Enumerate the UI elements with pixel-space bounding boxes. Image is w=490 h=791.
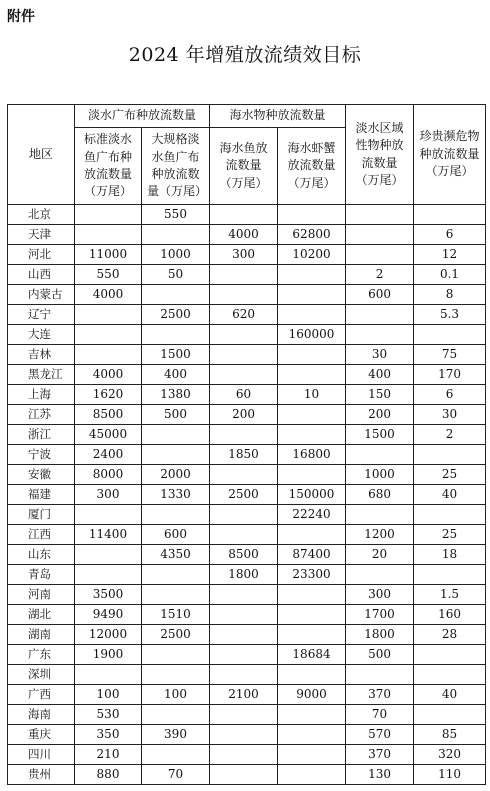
table-row [8,225,486,245]
cell-fresh-standard [75,665,142,685]
cell-region: 山东 [8,545,75,565]
cell-regional-fresh [346,205,414,225]
cell-fresh-large [142,585,210,605]
cell-regional-fresh: 20 [346,545,414,565]
cell-regional-fresh [346,445,414,465]
cell-region: 重庆 [8,725,75,745]
cell-regional-fresh [346,665,414,685]
cell-fresh-standard: 100 [75,685,142,705]
cell-marine-shrimp [278,725,346,745]
header-marine-shrimp: 海水虾蟹放流数量（万尾） [278,128,346,205]
cell-fresh-large: 1330 [142,485,210,505]
table-row [8,765,486,785]
cell-fresh-large [142,425,210,445]
table-row [8,205,486,225]
cell-region: 辽宁 [8,305,75,325]
cell-marine-fish [210,325,278,345]
cell-region: 大连 [8,325,75,345]
cell-fresh-standard [75,565,142,585]
cell-marine-shrimp [278,605,346,625]
cell-marine-fish [210,625,278,645]
cell-fresh-large [142,745,210,765]
cell-region: 上海 [8,385,75,405]
cell-fresh-standard: 8000 [75,465,142,485]
cell-region: 贵州 [8,765,75,785]
cell-fresh-large [142,325,210,345]
cell-marine-shrimp [278,585,346,605]
table-row [8,705,486,725]
cell-marine-shrimp: 87400 [278,545,346,565]
table-row [8,565,486,585]
cell-fresh-large [142,445,210,465]
cell-marine-fish: 4000 [210,225,278,245]
cell-regional-fresh: 500 [346,645,414,665]
cell-region: 湖北 [8,605,75,625]
cell-regional-fresh: 300 [346,585,414,605]
cell-region: 青岛 [8,565,75,585]
cell-marine-fish: 8500 [210,545,278,565]
cell-fresh-standard: 4000 [75,365,142,385]
cell-fresh-standard: 300 [75,485,142,505]
cell-fresh-large: 1510 [142,605,210,625]
cell-marine-shrimp [278,665,346,685]
cell-endangered: 1.5 [414,585,486,605]
cell-fresh-large [142,285,210,305]
cell-marine-fish: 2100 [210,685,278,705]
cell-fresh-large: 400 [142,365,210,385]
cell-marine-shrimp: 160000 [278,325,346,345]
cell-region: 黑龙江 [8,365,75,385]
cell-endangered: 18 [414,545,486,565]
cell-marine-shrimp: 23300 [278,565,346,585]
cell-fresh-standard: 11400 [75,525,142,545]
cell-region: 浙江 [8,425,75,445]
cell-fresh-standard: 880 [75,765,142,785]
cell-endangered: 25 [414,525,486,545]
cell-marine-fish [210,745,278,765]
cell-fresh-standard: 1900 [75,645,142,665]
cell-fresh-large: 50 [142,265,210,285]
cell-regional-fresh [346,505,414,525]
cell-region: 福建 [8,485,75,505]
cell-regional-fresh [346,325,414,345]
cell-endangered: 75 [414,345,486,365]
release-targets-table [7,104,486,785]
cell-endangered: 85 [414,725,486,745]
cell-endangered: 40 [414,485,486,505]
cell-regional-fresh [346,305,414,325]
cell-region: 山西 [8,265,75,285]
cell-endangered: 25 [414,465,486,485]
cell-fresh-large [142,705,210,725]
cell-fresh-large: 550 [142,205,210,225]
cell-regional-fresh [346,565,414,585]
cell-region: 北京 [8,205,75,225]
table-row [8,685,486,705]
cell-regional-fresh: 370 [346,685,414,705]
cell-endangered: 6 [414,225,486,245]
cell-fresh-standard: 1620 [75,385,142,405]
cell-fresh-large: 1500 [142,345,210,365]
table-row [8,365,486,385]
cell-regional-fresh: 600 [346,285,414,305]
cell-regional-fresh: 70 [346,705,414,725]
table-row [8,645,486,665]
cell-region: 安徽 [8,465,75,485]
cell-marine-shrimp [278,405,346,425]
cell-regional-fresh: 370 [346,745,414,765]
cell-regional-fresh: 570 [346,725,414,745]
cell-marine-shrimp: 9000 [278,685,346,705]
table-row [8,405,486,425]
table-row [8,665,486,685]
cell-fresh-standard: 530 [75,705,142,725]
cell-region: 天津 [8,225,75,245]
cell-marine-shrimp [278,765,346,785]
cell-endangered: 110 [414,765,486,785]
cell-regional-fresh: 1500 [346,425,414,445]
cell-marine-fish [210,505,278,525]
table-row [8,525,486,545]
cell-fresh-large: 500 [142,405,210,425]
cell-marine-fish: 2500 [210,485,278,505]
header-fresh-standard: 标准淡水鱼广布种放流数量（万尾） [75,128,142,205]
cell-marine-fish [210,265,278,285]
cell-fresh-standard: 2400 [75,445,142,465]
cell-fresh-large: 2000 [142,465,210,485]
cell-marine-fish: 1800 [210,565,278,585]
cell-endangered: 8 [414,285,486,305]
cell-regional-fresh: 200 [346,405,414,425]
cell-marine-fish [210,765,278,785]
cell-fresh-large: 2500 [142,305,210,325]
header-fresh-group: 淡水广布种放流数量 [75,105,210,128]
cell-fresh-large [142,645,210,665]
table-row [8,265,486,285]
cell-region: 河北 [8,245,75,265]
cell-marine-shrimp [278,265,346,285]
table-row [8,425,486,445]
cell-marine-fish [210,285,278,305]
cell-fresh-standard [75,305,142,325]
cell-fresh-standard: 350 [75,725,142,745]
cell-fresh-standard: 12000 [75,625,142,645]
cell-regional-fresh: 2 [346,265,414,285]
table-row [8,345,486,365]
cell-marine-shrimp: 16800 [278,445,346,465]
cell-fresh-standard [75,205,142,225]
cell-regional-fresh: 1800 [346,625,414,645]
cell-region: 厦门 [8,505,75,525]
cell-region: 四川 [8,745,75,765]
table-row [8,545,486,565]
cell-marine-shrimp [278,305,346,325]
cell-marine-fish [210,705,278,725]
cell-regional-fresh: 680 [346,485,414,505]
cell-fresh-large: 600 [142,525,210,545]
cell-endangered: 6 [414,385,486,405]
cell-marine-shrimp [278,525,346,545]
cell-marine-fish [210,345,278,365]
table-row [8,325,486,345]
cell-regional-fresh: 1000 [346,465,414,485]
header-marine-group: 海水物种放流数量 [210,105,346,128]
cell-fresh-standard: 8500 [75,405,142,425]
table-row [8,505,486,525]
cell-marine-fish [210,605,278,625]
cell-marine-fish [210,725,278,745]
cell-marine-fish: 300 [210,245,278,265]
cell-fresh-standard: 9490 [75,605,142,625]
cell-regional-fresh: 1700 [346,605,414,625]
header-endangered: 珍贵濒危物种放流数量（万尾） [414,105,486,205]
cell-regional-fresh: 1200 [346,525,414,545]
cell-endangered: 170 [414,365,486,385]
header-fresh-large: 大规格淡水鱼广布种放流数量（万尾） [142,128,210,205]
cell-fresh-standard: 550 [75,265,142,285]
cell-marine-fish: 620 [210,305,278,325]
cell-regional-fresh [346,225,414,245]
cell-marine-fish [210,425,278,445]
cell-fresh-large: 100 [142,685,210,705]
cell-marine-shrimp [278,625,346,645]
cell-marine-shrimp: 10200 [278,245,346,265]
cell-region: 河南 [8,585,75,605]
cell-marine-shrimp [278,465,346,485]
cell-fresh-large [142,565,210,585]
cell-region: 内蒙古 [8,285,75,305]
cell-endangered: 320 [414,745,486,765]
cell-fresh-standard: 45000 [75,425,142,445]
cell-marine-shrimp [278,705,346,725]
header-region: 地区 [8,105,75,205]
page-title: 2024 年增殖放流绩效目标 [128,44,362,66]
cell-region: 海南 [8,705,75,725]
cell-marine-fish [210,525,278,545]
cell-regional-fresh: 400 [346,365,414,385]
cell-fresh-standard [75,325,142,345]
cell-marine-fish [210,645,278,665]
cell-regional-fresh [346,245,414,265]
cell-marine-fish [210,365,278,385]
cell-region: 广东 [8,645,75,665]
cell-endangered: 5.3 [414,305,486,325]
table-row [8,605,486,625]
table-row [8,385,486,405]
cell-fresh-standard [75,225,142,245]
cell-marine-shrimp [278,425,346,445]
cell-fresh-standard [75,545,142,565]
cell-region: 江西 [8,525,75,545]
table-row [8,725,486,745]
cell-marine-shrimp [278,205,346,225]
cell-fresh-standard [75,505,142,525]
cell-fresh-large [142,665,210,685]
cell-fresh-large: 2500 [142,625,210,645]
cell-endangered: 30 [414,405,486,425]
cell-endangered: 0.1 [414,265,486,285]
table-body [8,205,486,785]
cell-marine-shrimp: 150000 [278,485,346,505]
cell-marine-fish: 60 [210,385,278,405]
cell-marine-shrimp: 22240 [278,505,346,525]
cell-fresh-large: 1380 [142,385,210,405]
cell-endangered [414,645,486,665]
cell-marine-fish [210,205,278,225]
cell-region: 湖南 [8,625,75,645]
cell-marine-shrimp [278,365,346,385]
cell-region: 宁波 [8,445,75,465]
attachment-label: 附件 [7,9,35,25]
cell-marine-fish: 1850 [210,445,278,465]
cell-endangered [414,665,486,685]
cell-fresh-large: 390 [142,725,210,745]
header-marine-fish: 海水鱼放流数量（万尾） [210,128,278,205]
table-row [8,305,486,325]
cell-regional-fresh: 130 [346,765,414,785]
cell-marine-shrimp: 10 [278,385,346,405]
cell-fresh-large: 4350 [142,545,210,565]
table-row [8,585,486,605]
table-row [8,745,486,765]
cell-endangered [414,325,486,345]
table-row [8,485,486,505]
table-row [8,465,486,485]
cell-endangered: 160 [414,605,486,625]
cell-endangered [414,205,486,225]
cell-marine-shrimp: 62800 [278,225,346,245]
cell-fresh-standard [75,345,142,365]
cell-region: 吉林 [8,345,75,365]
cell-fresh-large: 1000 [142,245,210,265]
cell-endangered: 12 [414,245,486,265]
cell-marine-shrimp [278,345,346,365]
cell-region: 深圳 [8,665,75,685]
cell-marine-shrimp [278,285,346,305]
cell-endangered: 2 [414,425,486,445]
cell-region: 广西 [8,685,75,705]
header-regional-fresh: 淡水区域性物种放流数量（万尾） [346,105,414,205]
cell-marine-shrimp [278,745,346,765]
table-row [8,245,486,265]
cell-endangered: 40 [414,685,486,705]
cell-endangered [414,705,486,725]
table-row [8,445,486,465]
cell-endangered: 28 [414,625,486,645]
cell-fresh-large: 70 [142,765,210,785]
cell-fresh-large [142,225,210,245]
table-row [8,625,486,645]
cell-endangered [414,565,486,585]
cell-regional-fresh: 30 [346,345,414,365]
cell-endangered [414,505,486,525]
cell-regional-fresh: 150 [346,385,414,405]
cell-marine-fish [210,585,278,605]
cell-fresh-standard: 210 [75,745,142,765]
cell-fresh-standard: 3500 [75,585,142,605]
cell-fresh-large [142,505,210,525]
cell-marine-shrimp: 18684 [278,645,346,665]
cell-marine-fish [210,665,278,685]
cell-fresh-standard: 4000 [75,285,142,305]
cell-marine-fish: 200 [210,405,278,425]
cell-fresh-standard: 11000 [75,245,142,265]
cell-region: 江苏 [8,405,75,425]
cell-endangered [414,445,486,465]
table-row [8,285,486,305]
cell-marine-fish [210,465,278,485]
